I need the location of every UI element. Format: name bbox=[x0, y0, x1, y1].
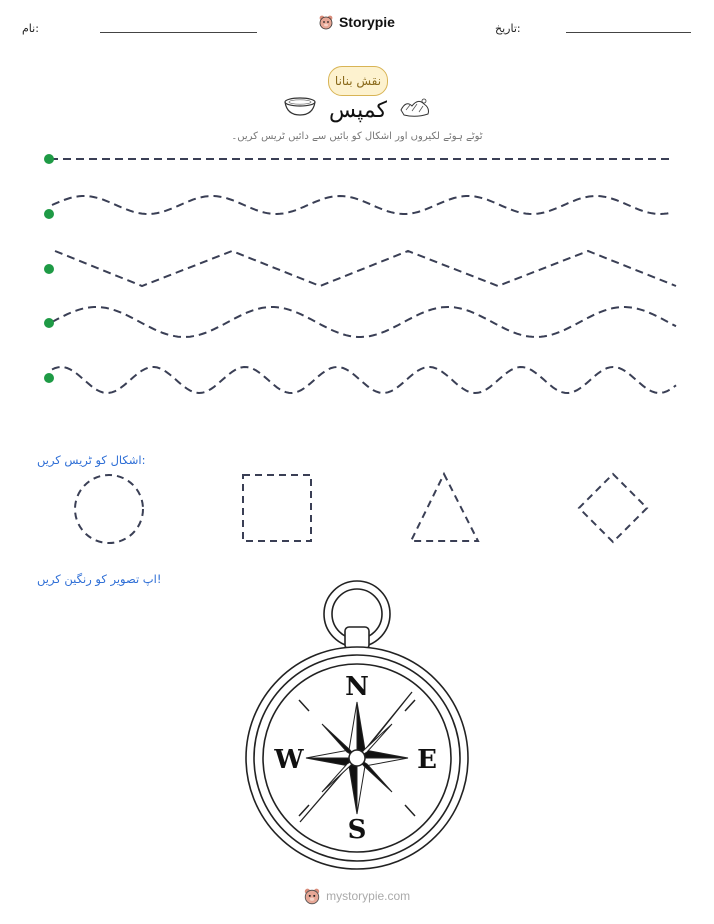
trace-triangle[interactable] bbox=[411, 474, 478, 541]
bowl-icon bbox=[283, 96, 317, 118]
compass-letter-west: W bbox=[274, 745, 304, 775]
start-dot bbox=[44, 209, 54, 219]
name-field-line[interactable] bbox=[100, 32, 257, 33]
trace-line-wave-3[interactable] bbox=[52, 367, 676, 393]
start-dot bbox=[44, 264, 54, 274]
trace-line-wave-2[interactable] bbox=[52, 307, 676, 337]
coloring-section-label: اپ تصویر کو رنگین کریں! bbox=[37, 572, 162, 586]
date-field-line[interactable] bbox=[566, 32, 691, 33]
trace-shapes-area bbox=[0, 465, 714, 555]
start-dot bbox=[44, 318, 54, 328]
shapes-section-label: اشکال کو ٹریس کریں: bbox=[37, 453, 146, 467]
brand-name: Storypie bbox=[338, 14, 395, 30]
trace-circle[interactable] bbox=[75, 475, 143, 543]
name-label: نام: bbox=[22, 22, 39, 35]
page-title: کمپس bbox=[329, 98, 387, 123]
start-dot bbox=[44, 373, 54, 383]
date-label: تاریخ: bbox=[495, 22, 521, 35]
compass-letter-east: E bbox=[417, 745, 437, 775]
bear-icon bbox=[304, 888, 320, 906]
trace-line-zigzag[interactable] bbox=[55, 251, 676, 286]
map-doodle-icon bbox=[398, 96, 432, 118]
trace-square[interactable] bbox=[243, 475, 311, 541]
activity-badge: نقش بنانا bbox=[328, 66, 388, 96]
brand-logo bbox=[0, 14, 714, 31]
compass-illustration bbox=[240, 580, 476, 870]
trace-diamond[interactable] bbox=[579, 474, 647, 542]
compass-letter-north: N bbox=[345, 672, 369, 702]
trace-line-wave-1[interactable] bbox=[52, 196, 673, 214]
footer-url[interactable]: mystorypie.com bbox=[326, 889, 411, 904]
instructions-text: ٹوٹے ہوئے لکیروں اور اشکال کو بائیں سے دائیں ٹریس کریں۔ bbox=[231, 131, 483, 142]
start-dot bbox=[44, 154, 54, 164]
trace-lines-area bbox=[0, 140, 714, 410]
bear-icon bbox=[319, 15, 333, 31]
footer bbox=[0, 888, 714, 906]
compass-letter-south: S bbox=[347, 815, 367, 845]
